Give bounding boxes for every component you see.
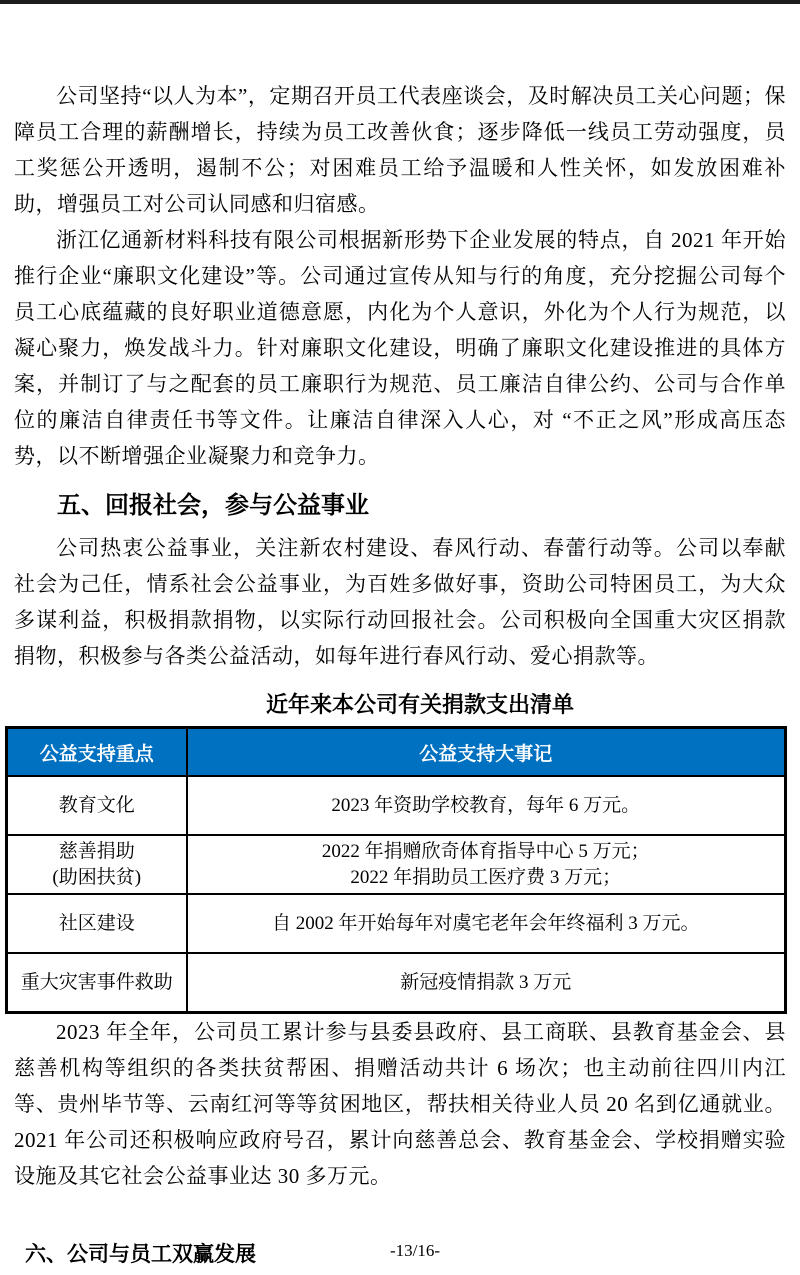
cell-category-line: 慈善捐助 xyxy=(58,840,135,862)
cell-category xyxy=(7,835,187,894)
donation-table-title: 近年来本公司有关捐款支出清单 xyxy=(265,692,574,717)
table-row xyxy=(7,953,786,1013)
cell-category-line: 教育文化 xyxy=(58,794,135,816)
column-header-events: 公益支持大事记 xyxy=(187,728,786,777)
cell-events xyxy=(187,894,786,953)
cell-category xyxy=(7,776,187,835)
paragraph-public-welfare: 公司热衷公益事业，关注新农村建设、春风行动、春蕾行动等。公司以奉献社会为己任，情系社会公益事业，为百姓多做好事，资助公司特困员工，为大众多谋利益，积极捐款捐物，以实际行动回报社会。公司积极向全国重大灾区捐款捐物，积极参与各类公益活动，如每年进行春风行动、爱心捐款等。 xyxy=(14,536,786,668)
table-row xyxy=(7,894,786,953)
section-heading-give-back-society: 五、回报社会，参与公益事业 xyxy=(57,492,369,519)
paragraph-donation-activities: 2023 年全年，公司员工累计参与县委县政府、县工商联、县教育基金会、县慈善机构等组织的各类扶贫帮困、捐赠活动共计 6 场次；也主动前往四川内江等、贵州毕节等、云南红河等等贫困地区，帮扶相关待业人员 20 名到亿通就业。2021 年公司还积极响应政府号召，累计向慈善总会、教育基金会、学校捐赠实验设施及其它社会公益事业达 30 多万元。 xyxy=(14,1020,786,1188)
section-heading-win-win-development: 六、公司与员工双赢发展 xyxy=(25,1242,256,1266)
cell-event-line: 新冠疫情捐款 3 万元 xyxy=(400,971,572,993)
table-row xyxy=(7,835,786,894)
cell-category xyxy=(7,894,187,953)
cell-events xyxy=(187,953,786,1013)
cell-category xyxy=(7,953,187,1013)
cell-events xyxy=(187,835,786,894)
page-top-rule xyxy=(0,0,800,4)
page-number: -13/16- xyxy=(389,1241,441,1260)
cell-category-line: (助困扶贫) xyxy=(52,866,142,888)
donation-table-header-row xyxy=(7,728,786,777)
paragraph-employee-care: 公司坚持“以人为本”，定期召开员工代表座谈会，及时解决员工关心问题；保障员工合理的薪酬增长，持续为员工改善伙食；逐步降低一线员工劳动强度，员工奖惩公开透明，遏制不公；对困难员工给予温暖和人性关怀，如发放困难补助，增强员工对公司认同感和归宿感。 xyxy=(14,84,786,216)
cell-events xyxy=(187,776,786,835)
donation-table xyxy=(5,726,787,1014)
cell-event-line: 2022 年捐助员工医疗费 3 万元； xyxy=(350,866,622,888)
cell-category-line: 社区建设 xyxy=(58,912,135,934)
column-header-focus: 公益支持重点 xyxy=(7,728,187,777)
cell-category-line: 重大灾害事件救助 xyxy=(20,971,173,993)
cell-event-line: 2023 年资助学校教育，每年 6 万元。 xyxy=(331,794,641,816)
paragraph-integrity-culture: 浙江亿通新材料科技有限公司根据新形势下企业发展的特点，自 2021 年开始推行企业“廉职文化建设”等。公司通过宣传从知与行的角度，充分挖掘公司每个员工心底蕴藏的良好职业道德意愿，内化为个人意识，外化为个人行为规范，以凝心聚力，焕发战斗力。针对廉职文化建设，明确了廉职文化建设推进的具体方案，并制订了与之配套的员工廉职行为规范、员工廉洁自律公约、公司与合作单位的廉洁自律责任书等文件。让廉洁自律深入人心，对 “不正之风”形成高压态势，以不断增强企业凝聚力和竞争力。 xyxy=(14,228,786,468)
table-row xyxy=(7,776,786,835)
cell-event-line: 2022 年捐赠欣奇体育指导中心 5 万元； xyxy=(321,840,650,862)
cell-event-line: 自 2002 年开始每年对虞宅老年会年终福利 3 万元。 xyxy=(271,912,700,934)
